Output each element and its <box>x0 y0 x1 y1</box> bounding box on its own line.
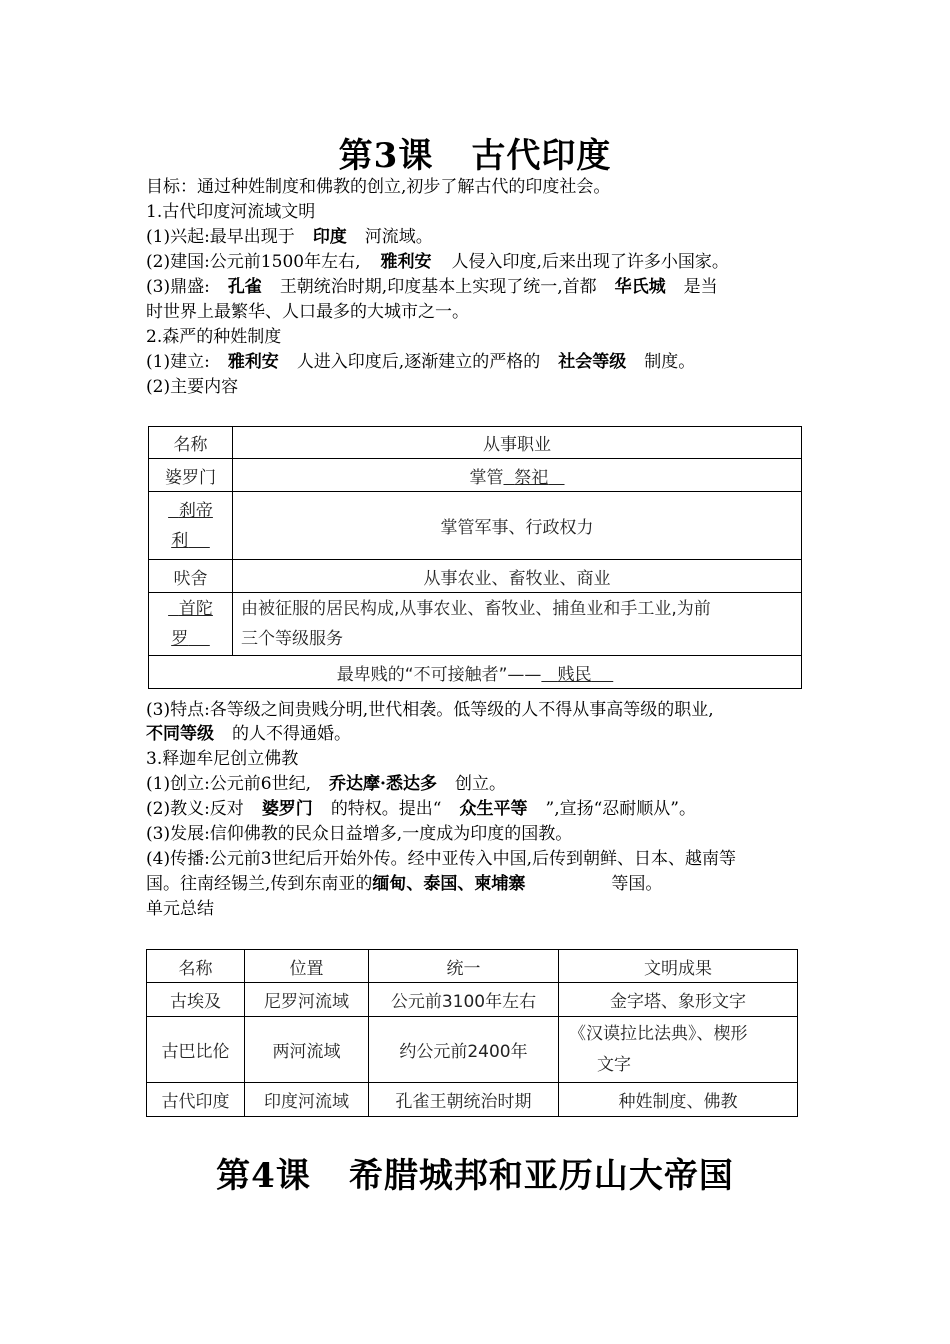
answer-text: 乔达摩·悉达多 <box>329 774 437 794</box>
answer-text: 缅甸、泰国、柬埔寨 <box>372 874 526 894</box>
table-header: 统一 <box>369 950 559 983</box>
caste-job: 掌管 祭祀 <box>233 459 802 492</box>
table-row <box>149 656 802 689</box>
answer-text: 祭祀 <box>514 467 549 488</box>
table-header: 位置 <box>245 950 369 983</box>
caste-job: 由被征服的居民构成,从事农业、畜牧业、捕鱼业和手工业,为前 三个等级服务 <box>233 593 802 656</box>
lesson3-title <box>0 128 950 177</box>
answer-text: 孔雀 <box>227 277 262 297</box>
s3-item4: (4)传播:公元前3世纪后开始外传。经中亚传入中国,后传到朝鲜、日本、越南等 <box>146 849 737 869</box>
answer-text: 雅利安 <box>227 352 279 372</box>
goal-text: 目标：通过种姓制度和佛教的创立,初步了解古代的印度社会。 <box>146 177 611 197</box>
s1-item3: (3)鼎盛: 孔雀 王朝统治时期,印度基本上实现了统一,首都 华氏城 是当 <box>146 277 718 297</box>
table-row <box>149 459 802 492</box>
caste-name: 刹帝 利 <box>149 492 233 560</box>
s2-item1: (1)建立: 雅利安 人进入印度后,逐渐建立的严格的 社会等级 制度。 <box>146 352 696 372</box>
caste-name: 首陀 罗 <box>149 593 233 656</box>
table-cell: 两河流域 <box>245 1017 369 1083</box>
section3-heading: 3.释迦牟尼创立佛教 <box>146 749 299 769</box>
lesson3-title-number: 第3课 <box>338 136 434 176</box>
lesson4-title-number: 第4课 <box>216 1156 311 1196</box>
table-cell: 古巴比伦 <box>147 1017 245 1083</box>
table-header: 名称 <box>147 950 245 983</box>
section1-heading: 1.古代印度河流域文明 <box>146 202 316 222</box>
section2-heading: 2.森严的种姓制度 <box>146 327 282 347</box>
table-row <box>147 1083 798 1117</box>
s3-item3: (3)发展:信仰佛教的民众日益增多,一度成为印度的国教。 <box>146 824 573 844</box>
s1-item2: (2)建国:公元前1500年左右, 雅利安 人侵入印度,后来出现了许多小国家。 <box>146 252 729 272</box>
table-footer: 最卑贱的“不可接触者”—— 贱民 <box>149 656 802 689</box>
lesson4-title <box>0 1148 950 1197</box>
table-cell: 印度河流域 <box>245 1083 369 1117</box>
table-row <box>149 593 802 656</box>
s3-item4-line2: 国。往南经锡兰,传到东南亚的缅甸、泰国、柬埔寨 等国。 <box>146 874 663 894</box>
answer-text: 不同等级 <box>146 724 214 744</box>
table-row <box>147 1017 798 1083</box>
caste-job: 从事农业、畜牧业、商业 <box>233 560 802 593</box>
caste-name: 吠舍 <box>149 560 233 593</box>
table-header: 文明成果 <box>559 950 798 983</box>
s2-item3-line2: 不同等级 的人不得通婚。 <box>146 724 351 744</box>
answer-text: 贱民 <box>557 664 592 685</box>
s1-item1: (1)兴起:最早出现于 印度 河流域。 <box>146 227 433 247</box>
table-header: 从事职业 <box>233 427 802 459</box>
answer-text: 华氏城 <box>614 277 666 297</box>
answer-text: 社会等级 <box>558 352 627 372</box>
table-cell: 《汉谟拉比法典》、楔形 文字 <box>559 1017 798 1083</box>
table-row <box>147 950 798 983</box>
answer-text: 雅利安 <box>380 252 432 272</box>
table-cell: 尼罗河流域 <box>245 983 369 1017</box>
caste-job: 掌管军事、行政权力 <box>233 492 802 560</box>
lesson3-title-name: 古代印度 <box>471 136 612 176</box>
s3-item1: (1)创立:公元前6世纪, 乔达摩·悉达多 创立。 <box>146 774 506 794</box>
answer-text: 婆罗门 <box>261 799 313 819</box>
s2-item3: (3)特点:各等级之间贵贱分明,世代相袭。低等级的人不得从事高等级的职业, <box>146 700 714 720</box>
table-cell: 公元前3100年左右 <box>369 983 559 1017</box>
s1-item3-line2: 时世界上最繁华、人口最多的大城市之一。 <box>146 302 469 322</box>
table-cell: 孔雀王朝统治时期 <box>369 1083 559 1117</box>
table-cell: 约公元前2400年 <box>369 1017 559 1083</box>
table-cell: 古代印度 <box>147 1083 245 1117</box>
table-row <box>147 983 798 1017</box>
table-cell: 金字塔、象形文字 <box>559 983 798 1017</box>
s3-item2: (2)教义:反对 婆罗门 的特权。提出“ 众生平等 ”,宣扬“忍耐顺从”。 <box>146 799 696 819</box>
caste-table <box>148 426 802 689</box>
table-row <box>149 427 802 459</box>
lesson4-title-name: 希腊城邦和亚历山大帝国 <box>348 1156 734 1196</box>
summary-table <box>146 949 798 1117</box>
answer-text: 印度 <box>312 227 347 247</box>
s2-item2: (2)主要内容 <box>146 377 239 397</box>
summary-heading: 单元总结 <box>146 899 214 919</box>
table-row <box>149 560 802 593</box>
answer-text: 众生平等 <box>459 799 528 819</box>
caste-name: 婆罗门 <box>149 459 233 492</box>
table-row <box>149 492 802 560</box>
table-cell: 古埃及 <box>147 983 245 1017</box>
table-cell: 种姓制度、佛教 <box>559 1083 798 1117</box>
table-header: 名称 <box>149 427 233 459</box>
